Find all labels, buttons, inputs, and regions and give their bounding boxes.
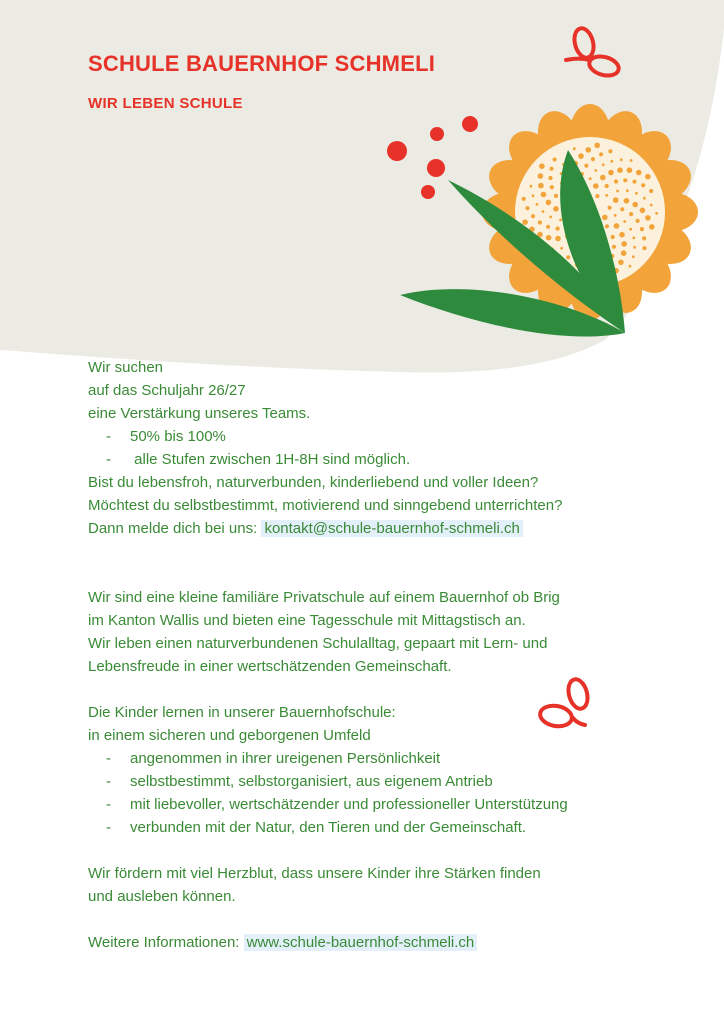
contact-email-link[interactable]: kontakt@schule-bauernhof-schmeli.ch <box>261 520 522 537</box>
list-item: - alle Stufen zwischen 1H-8H sind möglich. <box>88 448 688 471</box>
info-line <box>88 931 688 954</box>
list-item: - verbunden mit der Natur, den Tieren und der Gemeinschaft. <box>88 816 688 839</box>
flyer-body <box>88 356 688 954</box>
text-line: eine Verstärkung unseres Teams. <box>88 405 311 422</box>
text-line: Wir suchen <box>88 359 164 376</box>
text-line: im Kanton Wallis und bieten eine Tagesschule mit Mittagstisch an. <box>88 612 526 629</box>
text-line: Wir leben einen naturverbundenen Schulalltag, gepaart mit Lern- und <box>88 635 548 652</box>
list-item: - selbstbestimmt, selbstorganisiert, aus eigenem Antrieb <box>88 770 688 793</box>
page-subtitle: WIR LEBEN SCHULE <box>88 95 243 112</box>
list-item: - mit liebevoller, wertschätzender und professioneller Unterstützung <box>88 793 688 816</box>
text-line: in einem sicheren und geborgenen Umfeld <box>88 727 371 744</box>
website-link[interactable]: www.schule-bauernhof-schmeli.ch <box>244 934 478 951</box>
text-line: Die Kinder lernen in unserer Bauernhofschule: <box>88 704 396 721</box>
kids-section <box>88 701 688 839</box>
info-label: Weitere Informationen: <box>88 934 244 951</box>
about-section <box>88 586 688 678</box>
text-line: Lebensfreude in einer wertschätzenden Gemeinschaft. <box>88 658 452 675</box>
list-item: - angenommen in ihrer ureigenen Persönlichkeit <box>88 747 688 770</box>
job-section <box>88 356 688 540</box>
text-line: und ausleben können. <box>88 888 236 905</box>
contact-line <box>88 517 688 540</box>
text-line: Wir fördern mit viel Herzblut, dass unsere Kinder ihre Stärken finden <box>88 865 541 882</box>
text-line: auf das Schuljahr 26/27 <box>88 382 246 399</box>
job-bullet-list <box>88 425 688 471</box>
text-line: Wir sind eine kleine familiäre Privatschule auf einem Bauernhof ob Brig <box>88 589 560 606</box>
closing-section <box>88 862 688 908</box>
text-line: Möchtest du selbstbestimmt, motivierend und sinngebend unterrichten? <box>88 497 563 514</box>
kids-bullet-list <box>88 747 688 839</box>
contact-label: Dann melde dich bei uns: <box>88 520 262 537</box>
text-line: Bist du lebensfroh, naturverbunden, kinderliebend und voller Ideen? <box>88 474 539 491</box>
list-item: - 50% bis 100% <box>88 425 688 448</box>
page-title: SCHULE BAUERNHOF SCHMELI <box>88 51 436 76</box>
